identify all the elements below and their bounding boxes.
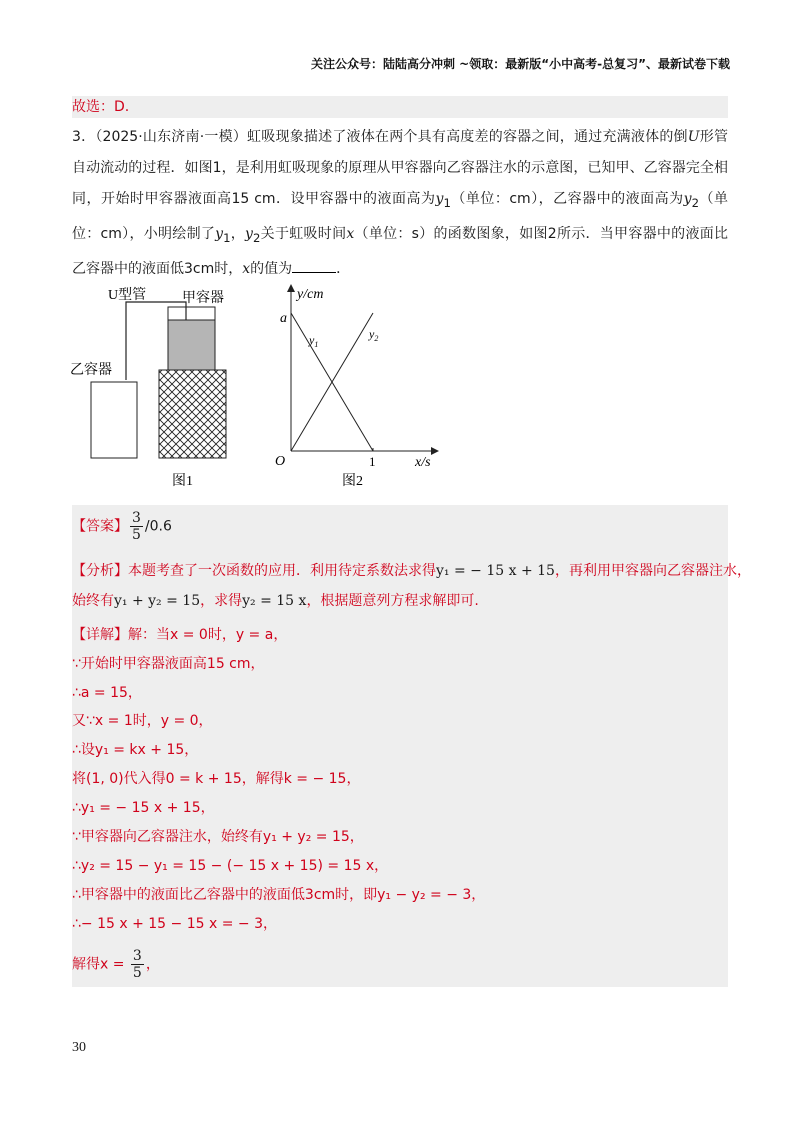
yi-container xyxy=(91,382,137,458)
x-axis-arrow xyxy=(431,447,439,455)
y-axis-label: y/cm xyxy=(297,287,324,302)
detail-line-2: ∴a = 15， xyxy=(72,685,142,701)
y-axis-arrow xyxy=(287,284,295,292)
label-yi: 乙容器 xyxy=(70,363,112,378)
label-jia: 甲容器 xyxy=(182,291,224,306)
page-header: 关注公众号：陆陆高分冲刺 ~领取：最新版“小中高考-总复习”、最新试卷下载 xyxy=(311,57,730,71)
figure-1 xyxy=(60,280,240,490)
answer-fraction: $\frac{3}{5}$ xyxy=(132,510,141,543)
figure-2 xyxy=(265,280,455,490)
jia-liquid xyxy=(168,320,215,370)
page-number: 30 xyxy=(72,1040,86,1055)
x-axis-label: x/s xyxy=(415,455,431,470)
a-label: a xyxy=(280,311,287,326)
fig2-caption: 图2 xyxy=(342,474,363,489)
detail-line-8: ∴y₂ = 15 − y₁ = 15 − (− 15 x + 15) = 15 x， xyxy=(72,858,389,874)
answer-blank xyxy=(292,258,336,273)
detail-line-4: ∴设y₁ = kx + 15， xyxy=(72,742,199,758)
detail-final-line: 解得x = $\frac{3}{5}$ ， xyxy=(72,948,160,981)
detail-line-0: 【详解】解：当x = 0时，y = a， xyxy=(72,627,288,643)
question-text: 3．（2025·山东济南·一模）虹吸现象描述了液体在两个具有高度差的容器之间，通过充满液体的倒U形管自动流动的过程．如图1，是利用虹吸现象的原理从甲容器向乙容器注水的示意图，已知甲、乙容器完全相同，开始时甲容器液面高15 cm．设甲容器中的液面高为$y_1$（单位：cm），乙容器中的液面高为$y_2$（单位：cm），小明绘制了$y_1$，$y_2$关于虹吸时间x（单位：s）的函数图象，如图2所示．当甲容器中的液面比乙容器中的液面低3cm时，x的值为 ． xyxy=(72,129,729,277)
label-u-tube: U型管 xyxy=(108,288,147,303)
answer-alt: /0.6 xyxy=(144,518,172,535)
tick-1-label: 1 xyxy=(369,454,376,469)
analysis-line-2: 始终有y₁ + y₂ = 15，求得y₂ = 15 x，根据题意列方程求解即可. xyxy=(72,593,479,609)
prev-answer: 故选：D. xyxy=(72,99,130,115)
answer-line xyxy=(72,510,172,543)
support-block xyxy=(159,370,226,458)
analysis-line-1: 【分析】本题考查了一次函数的应用．利用待定系数法求得y₁ = − 15 x + 15，再利用甲容器向乙容器注水， xyxy=(72,563,751,579)
detail-line-10: ∴− 15 x + 15 − 15 x = − 3， xyxy=(72,916,277,932)
detail-line-5: 将(1, 0)代入得0 = k + 15，解得k = − 15， xyxy=(72,771,361,787)
y1-label: $y_1$ xyxy=(309,333,319,349)
question-number: 3． xyxy=(72,129,96,145)
detail-line-3: 又∵x = 1时，y = 0， xyxy=(72,713,213,729)
detail-line-6: ∴y₁ = − 15 x + 15， xyxy=(72,800,215,816)
detail-line-1: ∵开始时甲容器液面高15 cm， xyxy=(72,656,265,672)
origin-label: O xyxy=(275,454,286,469)
prev-answer-box xyxy=(72,96,728,118)
detail-line-9: ∴甲容器中的液面比乙容器中的液面低3cm时，即y₁ − y₂ = − 3， xyxy=(72,887,486,903)
detail-line-7: ∵甲容器向乙容器注水，始终有y₁ + y₂ = 15， xyxy=(72,829,364,845)
y2-label: $y_2$ xyxy=(369,327,379,343)
question-source: （2025·山东济南·一模） xyxy=(95,129,248,145)
fig1-caption: 图1 xyxy=(172,474,193,489)
answer-label: 【答案】 xyxy=(72,518,128,535)
final-fraction: $\frac{3}{5}$ xyxy=(132,948,142,981)
